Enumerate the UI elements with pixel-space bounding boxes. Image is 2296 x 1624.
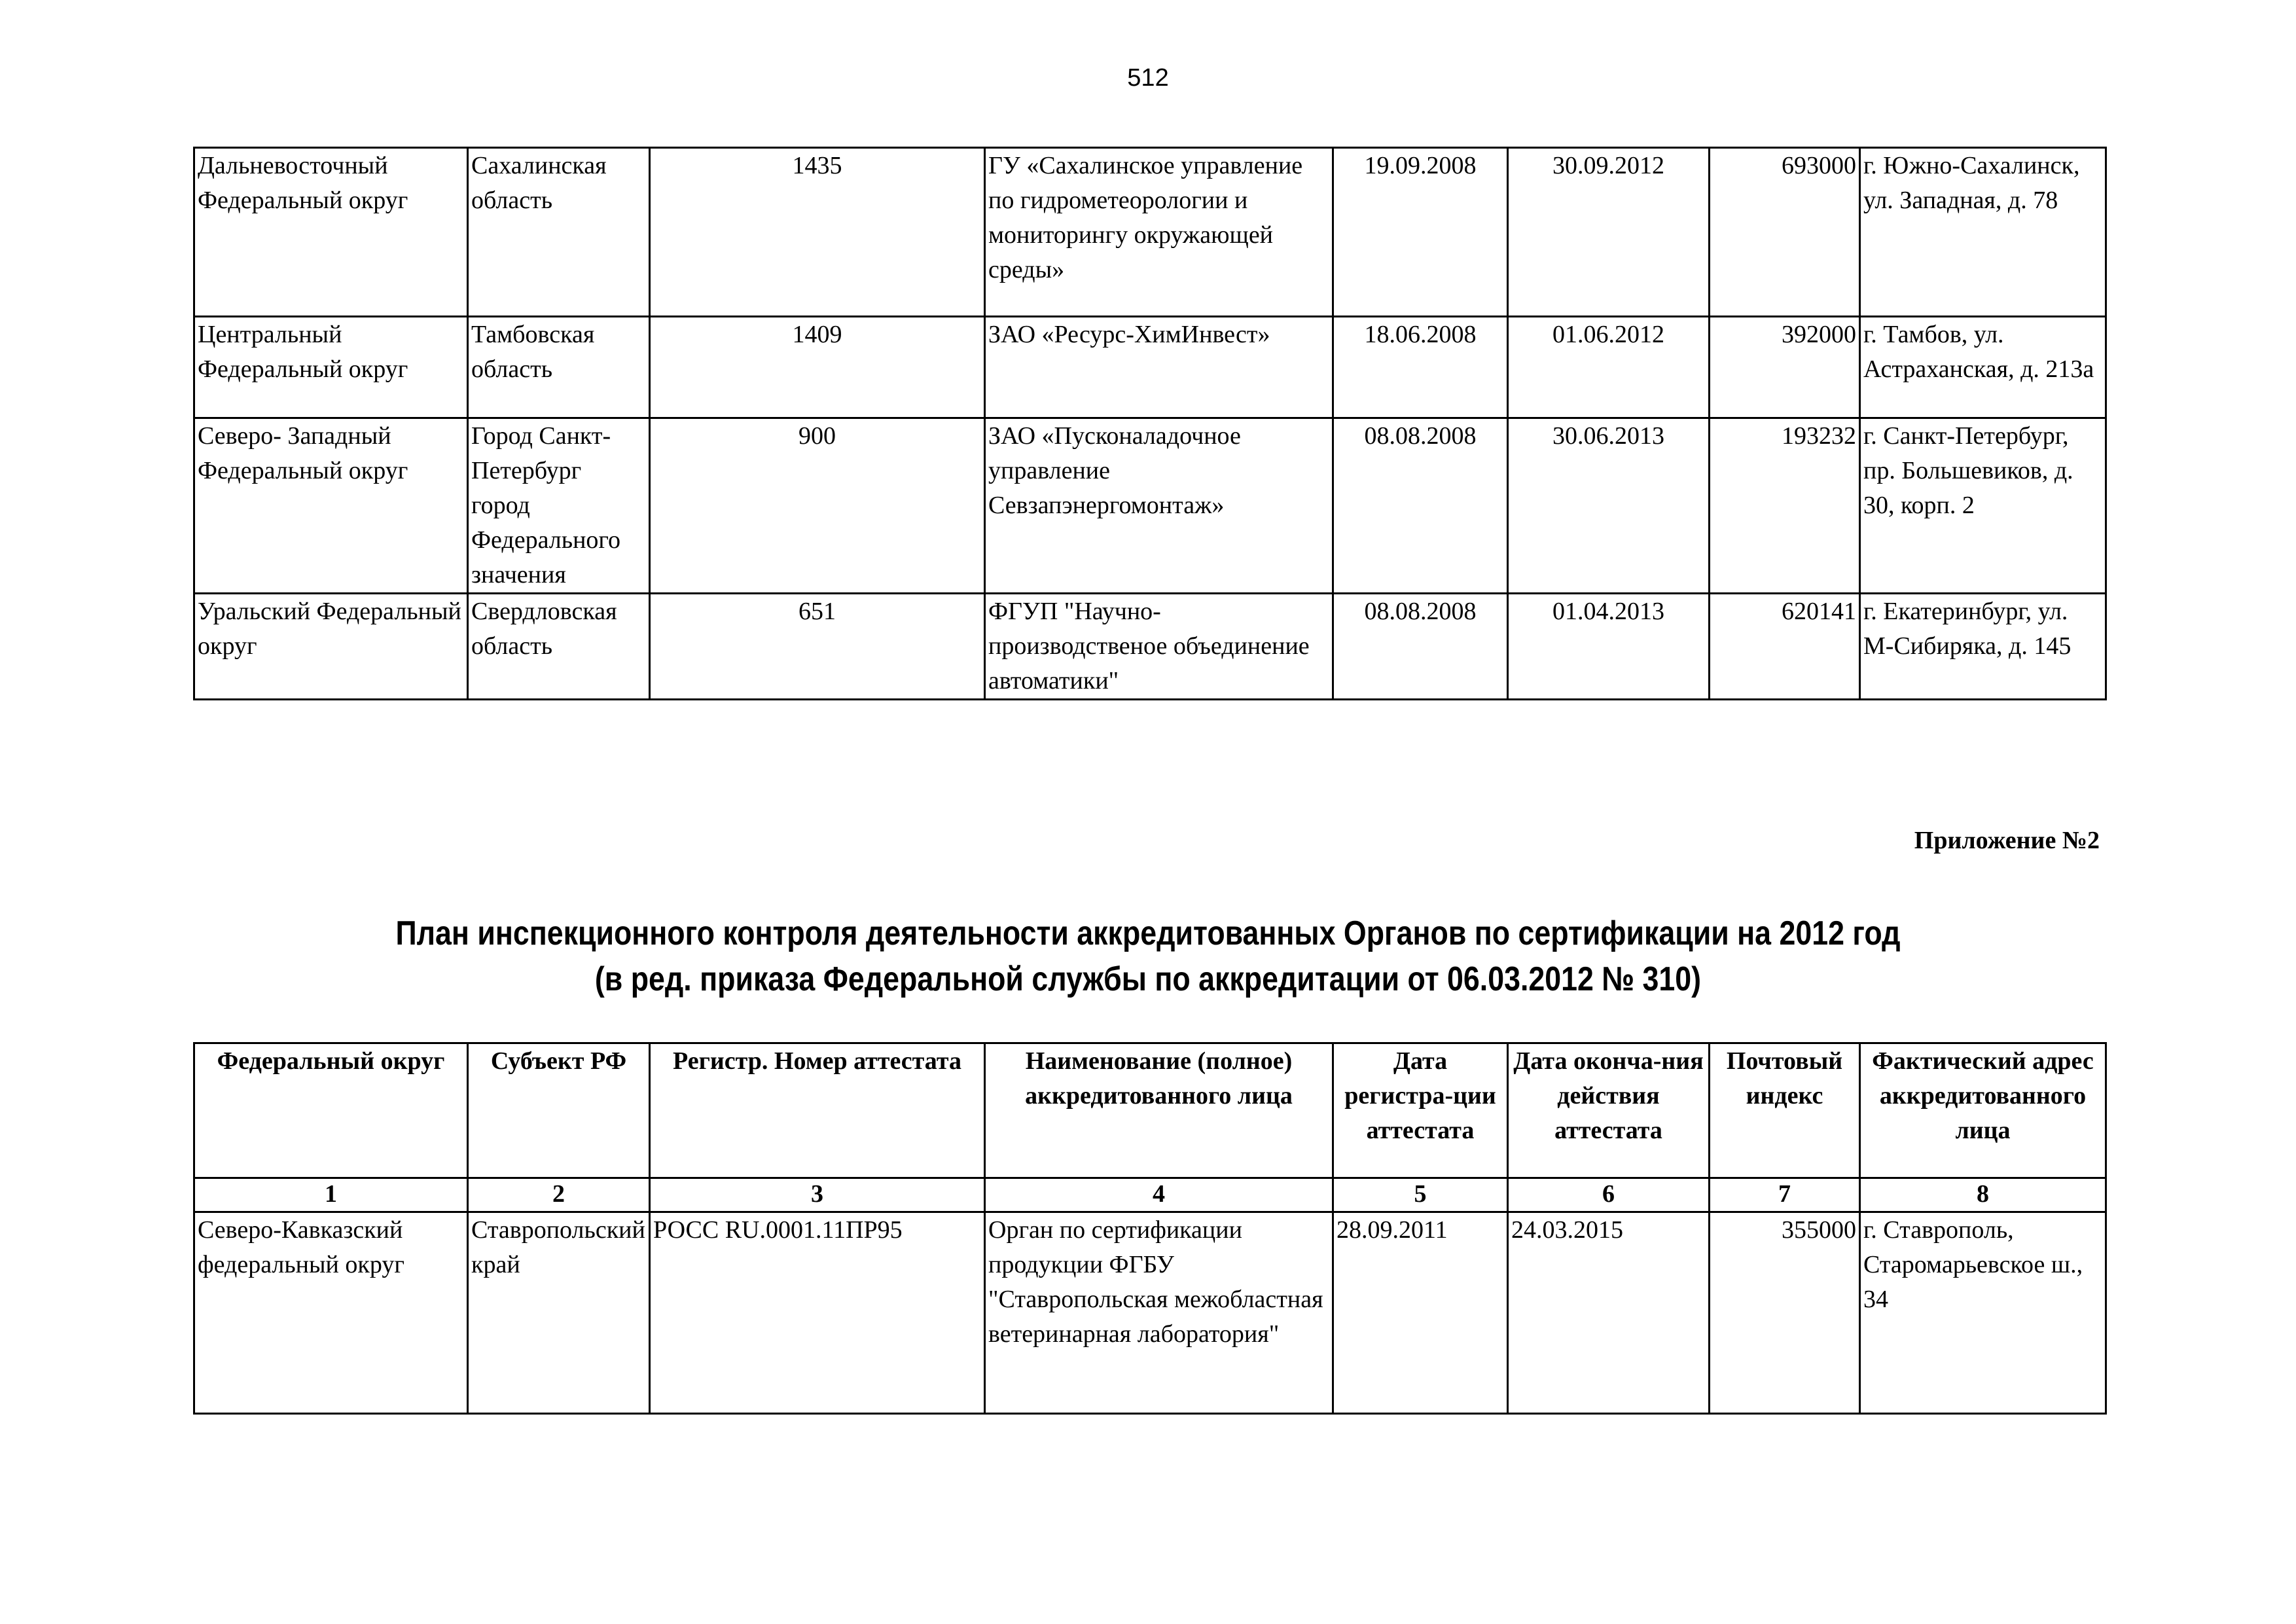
address-cell: г. Екатеринбург, ул. М-Сибиряка, д. 145: [1860, 594, 2106, 700]
registration-date-cell: 18.06.2008: [1333, 317, 1508, 418]
table-row: [194, 317, 2106, 418]
header-organization-name: Наименование (полное) аккредитованного лица: [985, 1043, 1333, 1178]
column-number-row: [194, 1178, 2106, 1212]
district-cell: Уральский Федеральный округ: [194, 594, 468, 700]
certificate-number-cell: 651: [650, 594, 985, 700]
subject-cell: Сахалинская область: [468, 148, 650, 317]
page-number: 512: [1127, 64, 1169, 92]
column-number: 3: [650, 1178, 985, 1212]
table-row: [194, 418, 2106, 594]
table-row: [194, 148, 2106, 317]
header-expiration-date: Дата оконча-ния действия аттестата: [1508, 1043, 1710, 1178]
expiration-date-cell: 30.06.2013: [1508, 418, 1710, 594]
certificate-number-cell: 1435: [650, 148, 985, 317]
organization-name-cell: ЗАО «Пусконаладочное управление Севзапэнергомонтаж»: [985, 418, 1333, 594]
certificate-number-cell: 1409: [650, 317, 985, 418]
subject-cell: Ставропольский край: [468, 1212, 650, 1414]
address-cell: г. Южно-Сахалинск, ул. Западная, д. 78: [1860, 148, 2106, 317]
subject-cell: Тамбовская область: [468, 317, 650, 418]
document-subtitle: (в ред. приказа Федеральной службы по аккредитации от 06.03.2012 № 310): [594, 960, 1702, 998]
subject-cell: Свердловская область: [468, 594, 650, 700]
document-title: План инспекционного контроля деятельности аккредитованных Органов по сертификации на 2012 год: [395, 914, 1901, 952]
registration-date-cell: 08.08.2008: [1333, 418, 1508, 594]
organization-name-cell: ГУ «Сахалинское управление по гидрометеорологии и мониторингу окружающей среды»: [985, 148, 1333, 317]
table-header-row: [194, 1043, 2106, 1178]
header-address: Фактический адрес аккредитованного лица: [1860, 1043, 2106, 1178]
column-number: 7: [1710, 1178, 1860, 1212]
address-cell: г. Тамбов, ул. Астраханская, д. 213а: [1860, 317, 2106, 418]
address-cell: г. Ставрополь, Старомарьевское ш., 34: [1860, 1212, 2106, 1414]
registration-date-cell: 19.09.2008: [1333, 148, 1508, 317]
column-number: 1: [194, 1178, 468, 1212]
column-number: 2: [468, 1178, 650, 1212]
column-number: 5: [1333, 1178, 1508, 1212]
header-postal-code: Почтовый индекс: [1710, 1043, 1860, 1178]
address-cell: г. Санкт-Петербург, пр. Большевиков, д. 30, корп. 2: [1860, 418, 2106, 594]
district-cell: Центральный Федеральный округ: [194, 317, 468, 418]
organization-name-cell: ЗАО «Ресурс-ХимИнвест»: [985, 317, 1333, 418]
organization-name-cell: Орган по сертификации продукции ФГБУ "Ставропольская межобластная ветеринарная лаборатория": [985, 1212, 1333, 1414]
expiration-date-cell: 01.04.2013: [1508, 594, 1710, 700]
postal-code-cell: 392000: [1710, 317, 1860, 418]
expiration-date-cell: 24.03.2015: [1508, 1212, 1710, 1414]
postal-code-cell: 193232: [1710, 418, 1860, 594]
table-row: [194, 594, 2106, 700]
expiration-date-cell: 01.06.2012: [1508, 317, 1710, 418]
header-subject: Субъект РФ: [468, 1043, 650, 1178]
certificate-number-cell: 900: [650, 418, 985, 594]
district-cell: Дальневосточный Федеральный округ: [194, 148, 468, 317]
organization-name-cell: ФГУП "Научно-производственое объединение автоматики": [985, 594, 1333, 700]
postal-code-cell: 693000: [1710, 148, 1860, 317]
postal-code-cell: 355000: [1710, 1212, 1860, 1414]
district-cell: Северо- Западный Федеральный округ: [194, 418, 468, 594]
appendix-label: Приложение №2: [1914, 827, 2100, 854]
table-row: [194, 1212, 2106, 1414]
registration-date-cell: 28.09.2011: [1333, 1212, 1508, 1414]
inspection-plan-table: [193, 1042, 2107, 1415]
district-cell: Северо-Кавказский федеральный округ: [194, 1212, 468, 1414]
certificate-number-cell: РОСС RU.0001.11ПР95: [650, 1212, 985, 1414]
accreditation-table-continued: [193, 147, 2107, 700]
header-certificate-number: Регистр. Номер аттестата: [650, 1043, 985, 1178]
column-number: 4: [985, 1178, 1333, 1212]
header-registration-date: Дата регистра-ции аттестата: [1333, 1043, 1508, 1178]
postal-code-cell: 620141: [1710, 594, 1860, 700]
column-number: 8: [1860, 1178, 2106, 1212]
header-district: Федеральный округ: [194, 1043, 468, 1178]
subject-cell: Город Санкт-Петербург город Федерального значения: [468, 418, 650, 594]
column-number: 6: [1508, 1178, 1710, 1212]
expiration-date-cell: 30.09.2012: [1508, 148, 1710, 317]
registration-date-cell: 08.08.2008: [1333, 594, 1508, 700]
